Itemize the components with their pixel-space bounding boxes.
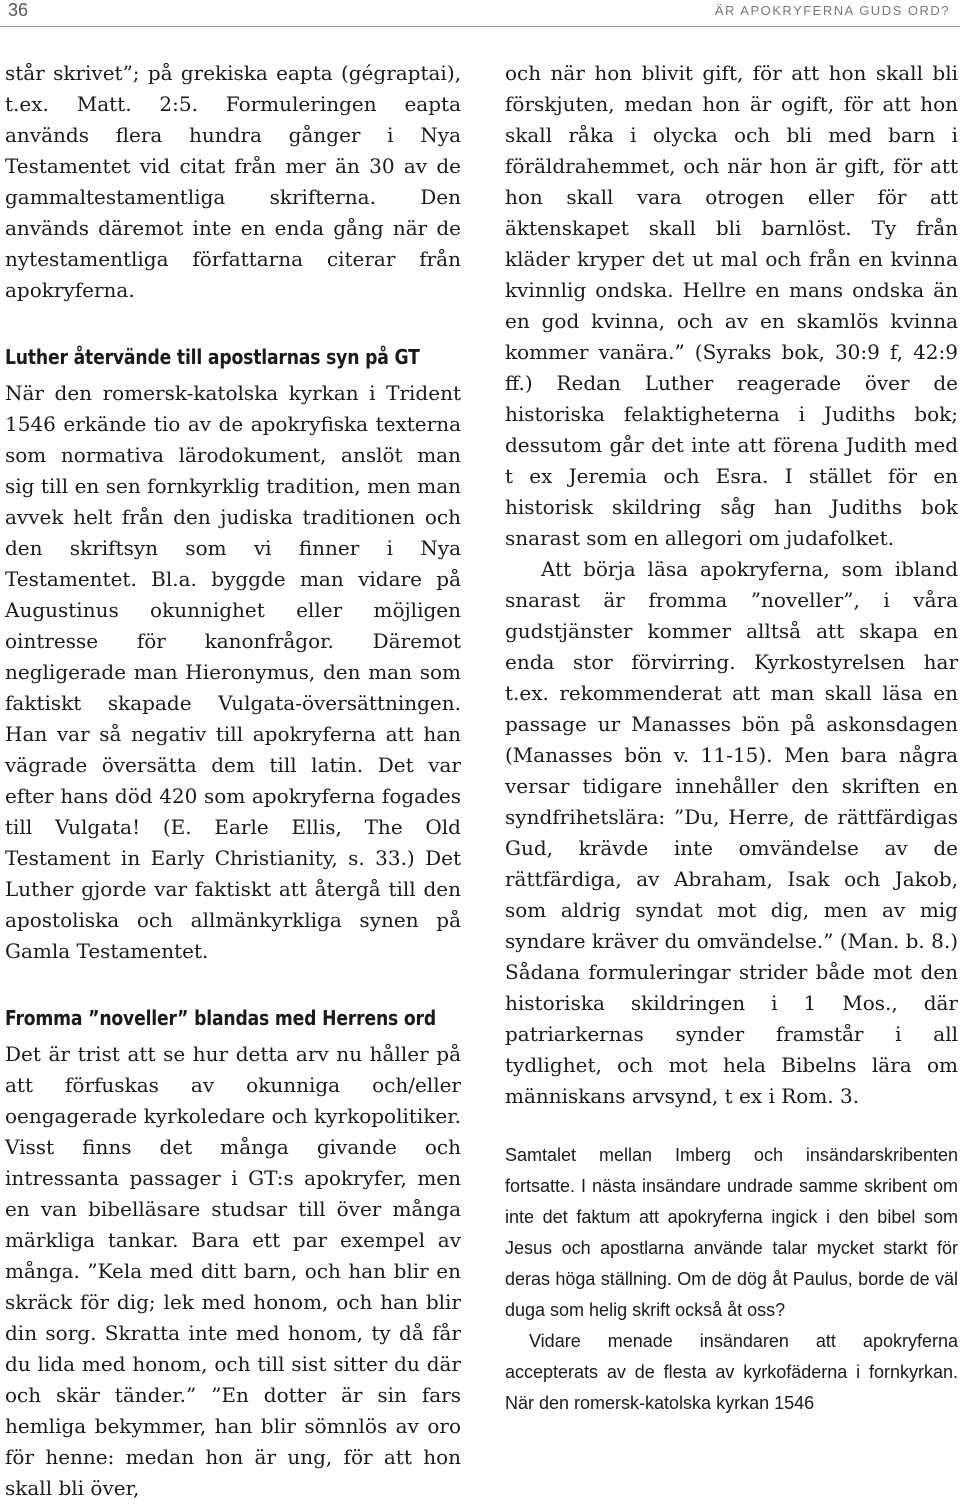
- section-heading: Luther återvände till apostlarnas syn på GT: [5, 345, 420, 369]
- header-rule: [0, 26, 960, 27]
- section-heading: Fromma ”noveller” blandas med Herrens ord: [5, 1006, 436, 1030]
- paragraph: När den romersk-katolska kyrkan i Trident 1546 erkände tio av de apokryfiska texterna som normativa lärodokument, anslöt man sig till en sen fornkyrklig tradition, men man avvek helt från den judiska traditionen och den skriftsyn som vi finner i Nya Testamentet. Bl.a. byggde man vidare på Augustinus okunnighet eller möjligen ointresse för kanonfrågor. Däremot negligerade man Hieronymus, den man som faktiskt skapade Vulgata-översättningen. Han var så negativ till apokryferna att han vägrade översätta dem till latin. Det var efter hans död 420 som apokryferna fogades till Vulgata! (E. Earle Ellis, The Old Testament in Early Christianity, s. 33.) Det Luther gjorde var faktiskt att återgå till den apostoliska och allmänkyrkliga synen på Gamla Testamentet.: [5, 381, 461, 963]
- paragraph: Att börja läsa apokryferna, som ibland snarast är fromma ”noveller”, i våra gudstjänster kommer alltså att skapa en enda stor förvirring. Kyrkostyrelsen har t.ex. rekommenderat att man skall läsa en passage ur Manasses bön på askonsdagen (Manasses bön v. 11-15). Men bara några versar tidigare innehåller den skriften en syndfrihetslära: ”Du, Herre, de rättfärdigas Gud, krävde inte omvändelse av de rättfärdiga, av Abraham, Isak och Jakob, som aldrig syndat mot dig, men av mig syndare kräver du omvändelse.” (Man. b. 8.) Sådana formuleringar strider både mot den historiska skildringen i 1 Mos., där patriarkernas synder framstår i all tydlighet, och mot hela Bibelns lära om människans arvsynd, t ex i Rom. 3.: [505, 557, 959, 1108]
- running-head: ÄR APOKRYFERNA GUDS ORD?: [714, 3, 950, 18]
- note-paragraph: Vidare menade insändaren att apokryferna accepterats av de flesta av kyrkofäderna i fornkyrkan. När den romersk-katolska kyrkan 1546: [505, 1331, 958, 1413]
- left-column: [5, 58, 461, 1504]
- page-number: 36: [8, 0, 29, 20]
- paragraph: och när hon blivit gift, för att hon skall bli förskjuten, medan hon är ogift, för att hon skall råka i olycka och bli med barn i föräldrahemmet, och när hon är gift, för att hon skall vara otrogen eller för att äktenskapet skall bli barnlöst. Ty från kläder kryper det ut mal och från en kvinna kvinnlig ondska. Hellre en mans ondska än en god kvinna, och av en skamlös kvinna kommer vanära.” (Syraks bok, 30:9 f, 42:9 ff.) Redan Luther reagerade över de historiska felaktigheterna i Judiths bok; dessutom går det inte att förena Judith med t ex Jeremia och Esra. I stället för en historisk skildring såg han Judiths bok snarast som en allegori om judafolket.: [505, 61, 958, 550]
- right-column: [505, 58, 958, 1419]
- editorial-note: [505, 1140, 958, 1419]
- page-header: [0, 0, 960, 40]
- paragraph: Det är trist att se hur detta arv nu håller på att förfuskas av okunniga och/eller oengagerade kyrkoledare och kyrkopolitiker. Visst finns det många givande och intressanta passager i GT:s apokryfer, men en van bibelläsare studsar till över många märkliga tankar. Bara ett par exempel av många. ”Kela med ditt barn, och han blir en skräck för dig; lek med honom, och han blir din sorg. Skratta inte med honom, ty då får du lida med honom, och till sist sitter du där och skär tänder.” ”En dotter är sin fars hemliga bekymmer, han blir sömnlös av oro för henne: medan hon är ung, för att hon skall bli över,: [5, 1042, 461, 1500]
- note-paragraph: Samtalet mellan Imberg och insändarskribenten fortsatte. I nästa insändare undrade samme skribent om inte det faktum att apokryferna ingick i den bibel som Jesus och apostlarna använde talar mycket starkt för deras höga ställning. Om de dög åt Paulus, borde de väl duga som helig skrift också åt oss?: [505, 1145, 958, 1320]
- paragraph: står skrivet”; på grekiska eapta (gégraptai), t.ex. Matt. 2:5. Formuleringen eapta används flera hundra gånger i Nya Testamentet vid citat från mer än 30 av de gammaltestamentliga skrifterna. Den används däremot inte en enda gång när de nytestamentliga författarna citerar från apokryferna.: [5, 61, 461, 302]
